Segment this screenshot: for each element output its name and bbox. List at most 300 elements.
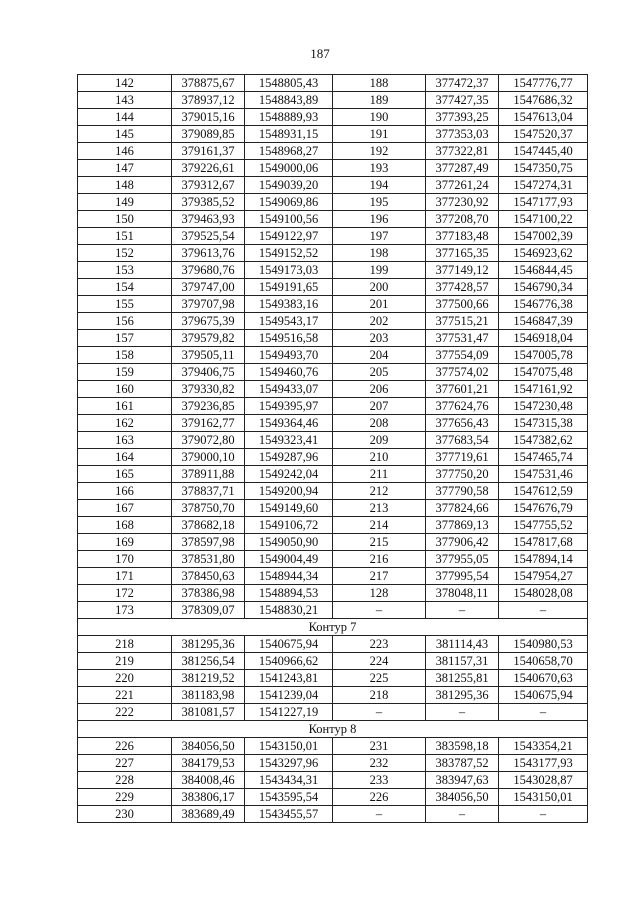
table-cell: 216: [333, 551, 426, 568]
table-cell: 377574,02: [426, 364, 499, 381]
table-cell: 226: [333, 789, 426, 806]
table-row: [78, 517, 588, 534]
table-cell: 377515,21: [426, 313, 499, 330]
table-cell: 379089,85: [172, 126, 245, 143]
table-cell: 381295,36: [426, 687, 499, 704]
table-cell: 383689,49: [172, 806, 245, 823]
table-cell: 153: [78, 262, 172, 279]
table-cell: 1549516,58: [245, 330, 333, 347]
table-cell: 377500,66: [426, 296, 499, 313]
table-cell: 171: [78, 568, 172, 585]
table-cell: 383787,52: [426, 755, 499, 772]
table-cell: 188: [333, 75, 426, 92]
table-row: [78, 687, 588, 704]
table-cell: 1549323,41: [245, 432, 333, 449]
table-cell: 1543354,21: [499, 738, 588, 755]
table-cell: 204: [333, 347, 426, 364]
table-cell: 379579,82: [172, 330, 245, 347]
table-cell: 163: [78, 432, 172, 449]
table-cell: 1549383,16: [245, 296, 333, 313]
table-cell: 378597,98: [172, 534, 245, 551]
table-cell: 383598,18: [426, 738, 499, 755]
table-cell: 191: [333, 126, 426, 143]
table-cell: 378531,80: [172, 551, 245, 568]
table-cell: 379072,80: [172, 432, 245, 449]
table-cell: –: [499, 704, 588, 721]
table-cell: 381256,54: [172, 653, 245, 670]
table-cell: 1543297,96: [245, 755, 333, 772]
table-cell: 1549191,65: [245, 279, 333, 296]
table-cell: 379161,37: [172, 143, 245, 160]
table-cell: 1549200,94: [245, 483, 333, 500]
table-cell: 1541227,19: [245, 704, 333, 721]
table-cell: 160: [78, 381, 172, 398]
table-cell: 203: [333, 330, 426, 347]
table-cell: 233: [333, 772, 426, 789]
table-cell: 377683,54: [426, 432, 499, 449]
table-cell: 1547315,38: [499, 415, 588, 432]
table-cell: 1547100,22: [499, 211, 588, 228]
table-cell: 381081,57: [172, 704, 245, 721]
table-row: [78, 415, 588, 432]
table-cell: 377624,76: [426, 398, 499, 415]
table-row: [78, 279, 588, 296]
table-row: [78, 772, 588, 789]
table-cell: 1546847,39: [499, 313, 588, 330]
table-cell: 1547531,46: [499, 466, 588, 483]
table-cell: 1547005,78: [499, 347, 588, 364]
table-cell: 152: [78, 245, 172, 262]
table-cell: 164: [78, 449, 172, 466]
table-row: [78, 364, 588, 381]
table-cell: 378911,88: [172, 466, 245, 483]
table-cell: 1549050,90: [245, 534, 333, 551]
table-cell: 378450,63: [172, 568, 245, 585]
table-cell: 1548968,27: [245, 143, 333, 160]
table-row: [78, 143, 588, 160]
table-cell: 377427,35: [426, 92, 499, 109]
table-cell: 1547520,37: [499, 126, 588, 143]
table-cell: 1548028,08: [499, 585, 588, 602]
table-row: [78, 313, 588, 330]
coordinates-table-body: [78, 75, 588, 823]
table-cell: 217: [333, 568, 426, 585]
table-cell: 155: [78, 296, 172, 313]
table-cell: 379226,61: [172, 160, 245, 177]
table-cell: 151: [78, 228, 172, 245]
section-title: Контур 8: [78, 721, 588, 738]
table-cell: 377428,57: [426, 279, 499, 296]
table-cell: 230: [78, 806, 172, 823]
table-cell: 379000,10: [172, 449, 245, 466]
section-header-row: [78, 721, 588, 738]
table-cell: 383947,63: [426, 772, 499, 789]
table-cell: 1549364,46: [245, 415, 333, 432]
table-cell: 212: [333, 483, 426, 500]
table-cell: 379312,67: [172, 177, 245, 194]
table-cell: –: [499, 602, 588, 619]
table-cell: 381183,98: [172, 687, 245, 704]
table-cell: 1549460,76: [245, 364, 333, 381]
coordinates-table: [77, 74, 588, 823]
table-row: [78, 330, 588, 347]
table-cell: 1549039,20: [245, 177, 333, 194]
table-cell: 1549122,97: [245, 228, 333, 245]
table-cell: 1548944,34: [245, 568, 333, 585]
table-cell: 379505,11: [172, 347, 245, 364]
table-cell: 377719,61: [426, 449, 499, 466]
table-cell: 377656,43: [426, 415, 499, 432]
table-cell: –: [426, 602, 499, 619]
table-cell: 384056,50: [172, 738, 245, 755]
table-cell: 1543595,54: [245, 789, 333, 806]
table-cell: 1547161,92: [499, 381, 588, 398]
table-cell: 169: [78, 534, 172, 551]
table-cell: 1549395,97: [245, 398, 333, 415]
table-cell: 1548931,15: [245, 126, 333, 143]
table-cell: 1549152,52: [245, 245, 333, 262]
table-row: [78, 245, 588, 262]
table-cell: 168: [78, 517, 172, 534]
table-cell: 146: [78, 143, 172, 160]
table-cell: 1549100,56: [245, 211, 333, 228]
table-cell: 165: [78, 466, 172, 483]
table-row: [78, 262, 588, 279]
table-cell: 1540670,63: [499, 670, 588, 687]
table-cell: 377955,05: [426, 551, 499, 568]
table-cell: 379015,16: [172, 109, 245, 126]
table-cell: 206: [333, 381, 426, 398]
table-row: [78, 653, 588, 670]
table-cell: 214: [333, 517, 426, 534]
table-cell: 378875,67: [172, 75, 245, 92]
table-cell: 1541243,81: [245, 670, 333, 687]
table-cell: 1548843,89: [245, 92, 333, 109]
table-cell: 223: [333, 636, 426, 653]
page-number: 187: [310, 46, 330, 61]
table-cell: 207: [333, 398, 426, 415]
table-cell: 159: [78, 364, 172, 381]
table-cell: 195: [333, 194, 426, 211]
table-row: [78, 670, 588, 687]
table-row: [78, 534, 588, 551]
table-cell: 1548889,93: [245, 109, 333, 126]
table-cell: 381295,36: [172, 636, 245, 653]
table-cell: 220: [78, 670, 172, 687]
table-cell: 232: [333, 755, 426, 772]
table-row: [78, 500, 588, 517]
table-cell: 1549493,70: [245, 347, 333, 364]
table-cell: 1547177,93: [499, 194, 588, 211]
table-cell: 377261,24: [426, 177, 499, 194]
table-cell: 226: [78, 738, 172, 755]
table-cell: 205: [333, 364, 426, 381]
table-cell: 377995,54: [426, 568, 499, 585]
table-cell: 156: [78, 313, 172, 330]
table-cell: 384056,50: [426, 789, 499, 806]
table-cell: 378937,12: [172, 92, 245, 109]
table-cell: 384008,46: [172, 772, 245, 789]
table-cell: 219: [78, 653, 172, 670]
table-cell: 381219,52: [172, 670, 245, 687]
table-row: [78, 347, 588, 364]
table-cell: 1543434,31: [245, 772, 333, 789]
table-cell: 1540966,62: [245, 653, 333, 670]
table-cell: 378682,18: [172, 517, 245, 534]
table-cell: 1547686,32: [499, 92, 588, 109]
table-row: [78, 194, 588, 211]
table-cell: 221: [78, 687, 172, 704]
table-cell: 229: [78, 789, 172, 806]
table-cell: 1548805,43: [245, 75, 333, 92]
table-row: [78, 755, 588, 772]
table-cell: 1549173,03: [245, 262, 333, 279]
table-cell: 1546923,62: [499, 245, 588, 262]
table-cell: 377353,03: [426, 126, 499, 143]
table-cell: 143: [78, 92, 172, 109]
table-cell: 200: [333, 279, 426, 296]
table-cell: 379330,82: [172, 381, 245, 398]
table-cell: 379525,54: [172, 228, 245, 245]
table-cell: 377906,42: [426, 534, 499, 551]
table-cell: 377531,47: [426, 330, 499, 347]
table-row: [78, 806, 588, 823]
table-cell: 158: [78, 347, 172, 364]
table-cell: 1549004,49: [245, 551, 333, 568]
table-row: [78, 92, 588, 109]
table-cell: 142: [78, 75, 172, 92]
table-cell: 199: [333, 262, 426, 279]
table-cell: 377393,25: [426, 109, 499, 126]
table-cell: 218: [333, 687, 426, 704]
table-cell: 1540658,70: [499, 653, 588, 670]
table-cell: 377287,49: [426, 160, 499, 177]
table-cell: 377322,81: [426, 143, 499, 160]
table-row: [78, 75, 588, 92]
table-cell: 379236,85: [172, 398, 245, 415]
table-cell: 1548830,21: [245, 602, 333, 619]
table-row: [78, 449, 588, 466]
table-cell: 145: [78, 126, 172, 143]
table-row: [78, 568, 588, 585]
table-cell: 383806,17: [172, 789, 245, 806]
table-cell: 1549287,96: [245, 449, 333, 466]
table-cell: 377750,20: [426, 466, 499, 483]
table-cell: 1540980,53: [499, 636, 588, 653]
table-cell: 1547755,52: [499, 517, 588, 534]
table-row: [78, 483, 588, 500]
table-cell: 1541239,04: [245, 687, 333, 704]
table-cell: 201: [333, 296, 426, 313]
table-cell: 1547613,04: [499, 109, 588, 126]
table-cell: 192: [333, 143, 426, 160]
table-cell: 1547954,27: [499, 568, 588, 585]
table-row: [78, 432, 588, 449]
table-cell: 149: [78, 194, 172, 211]
table-cell: 377165,35: [426, 245, 499, 262]
table-cell: 377869,13: [426, 517, 499, 534]
table-cell: 147: [78, 160, 172, 177]
table-cell: 150: [78, 211, 172, 228]
section-header-row: [78, 619, 588, 636]
table-cell: 148: [78, 177, 172, 194]
table-row: [78, 636, 588, 653]
table-cell: 1547817,68: [499, 534, 588, 551]
table-row: [78, 126, 588, 143]
table-cell: 218: [78, 636, 172, 653]
table-cell: 215: [333, 534, 426, 551]
table-cell: 222: [78, 704, 172, 721]
table-cell: 1543150,01: [245, 738, 333, 755]
table-cell: 1547465,74: [499, 449, 588, 466]
table-cell: 210: [333, 449, 426, 466]
table-cell: 213: [333, 500, 426, 517]
section-title: Контур 7: [78, 619, 588, 636]
table-cell: 189: [333, 92, 426, 109]
table-cell: 377554,09: [426, 347, 499, 364]
table-cell: 193: [333, 160, 426, 177]
table-row: [78, 704, 588, 721]
table-cell: 198: [333, 245, 426, 262]
table-cell: 1540675,94: [499, 687, 588, 704]
table-cell: 172: [78, 585, 172, 602]
table-cell: 197: [333, 228, 426, 245]
table-cell: 1549149,60: [245, 500, 333, 517]
table-cell: 1543028,87: [499, 772, 588, 789]
table-cell: 1547274,31: [499, 177, 588, 194]
table-cell: 379463,93: [172, 211, 245, 228]
table-row: [78, 109, 588, 126]
table-cell: 231: [333, 738, 426, 755]
table-cell: 161: [78, 398, 172, 415]
table-cell: 1547445,40: [499, 143, 588, 160]
table-cell: 1547612,59: [499, 483, 588, 500]
table-cell: 377790,58: [426, 483, 499, 500]
table-cell: 377208,70: [426, 211, 499, 228]
table-cell: 167: [78, 500, 172, 517]
table-cell: 377230,92: [426, 194, 499, 211]
table-cell: 377601,21: [426, 381, 499, 398]
table-cell: 379385,52: [172, 194, 245, 211]
table-cell: 381157,31: [426, 653, 499, 670]
table-cell: 378750,70: [172, 500, 245, 517]
table-cell: 209: [333, 432, 426, 449]
table-cell: 224: [333, 653, 426, 670]
table-cell: 196: [333, 211, 426, 228]
table-cell: 1549543,17: [245, 313, 333, 330]
table-cell: 1549106,72: [245, 517, 333, 534]
table-cell: 1546790,34: [499, 279, 588, 296]
table-cell: 1543455,57: [245, 806, 333, 823]
table-cell: 1547075,48: [499, 364, 588, 381]
table-cell: 1547230,48: [499, 398, 588, 415]
table-cell: 381114,43: [426, 636, 499, 653]
table-cell: 1549000,06: [245, 160, 333, 177]
table-cell: 1549433,07: [245, 381, 333, 398]
table-cell: –: [499, 806, 588, 823]
table-cell: 1549069,86: [245, 194, 333, 211]
table-cell: 378386,98: [172, 585, 245, 602]
table-cell: 211: [333, 466, 426, 483]
table-cell: 377472,37: [426, 75, 499, 92]
table-cell: 379675,39: [172, 313, 245, 330]
table-cell: 379162,77: [172, 415, 245, 432]
table-cell: 381255,81: [426, 670, 499, 687]
table-cell: 144: [78, 109, 172, 126]
table-row: [78, 551, 588, 568]
table-cell: 1549242,04: [245, 466, 333, 483]
table-cell: –: [426, 704, 499, 721]
table-cell: 170: [78, 551, 172, 568]
table-cell: 1543177,93: [499, 755, 588, 772]
table-row: [78, 602, 588, 619]
table-cell: 190: [333, 109, 426, 126]
table-cell: –: [333, 704, 426, 721]
table-cell: 1546844,45: [499, 262, 588, 279]
table-row: [78, 585, 588, 602]
table-row: [78, 381, 588, 398]
table-cell: 377149,12: [426, 262, 499, 279]
table-cell: –: [333, 602, 426, 619]
table-cell: 166: [78, 483, 172, 500]
table-cell: –: [426, 806, 499, 823]
table-cell: 208: [333, 415, 426, 432]
table-cell: 1547002,39: [499, 228, 588, 245]
table-row: [78, 228, 588, 245]
table-cell: 379406,75: [172, 364, 245, 381]
table-cell: 379707,98: [172, 296, 245, 313]
table-cell: –: [333, 806, 426, 823]
table-cell: 377183,48: [426, 228, 499, 245]
table-cell: 154: [78, 279, 172, 296]
table-cell: 378837,71: [172, 483, 245, 500]
table-cell: 379613,76: [172, 245, 245, 262]
table-cell: 1547894,14: [499, 551, 588, 568]
table-row: [78, 160, 588, 177]
table-cell: 1547350,75: [499, 160, 588, 177]
table-cell: 157: [78, 330, 172, 347]
table-cell: 1547676,79: [499, 500, 588, 517]
table-row: [78, 211, 588, 228]
table-cell: 379747,00: [172, 279, 245, 296]
table-cell: 228: [78, 772, 172, 789]
table-cell: 1546776,38: [499, 296, 588, 313]
table-cell: 162: [78, 415, 172, 432]
table-row: [78, 466, 588, 483]
table-cell: 378309,07: [172, 602, 245, 619]
table-cell: 1548894,53: [245, 585, 333, 602]
table-cell: 1546918,04: [499, 330, 588, 347]
table-row: [78, 296, 588, 313]
table-row: [78, 177, 588, 194]
table-cell: 377824,66: [426, 500, 499, 517]
table-row: [78, 738, 588, 755]
table-row: [78, 789, 588, 806]
table-cell: 1540675,94: [245, 636, 333, 653]
table-cell: 384179,53: [172, 755, 245, 772]
table-cell: 379680,76: [172, 262, 245, 279]
table-cell: 202: [333, 313, 426, 330]
table-cell: 1543150,01: [499, 789, 588, 806]
table-cell: 1547776,77: [499, 75, 588, 92]
table-cell: 227: [78, 755, 172, 772]
table-cell: 378048,11: [426, 585, 499, 602]
table-cell: 173: [78, 602, 172, 619]
table-cell: 225: [333, 670, 426, 687]
table-row: [78, 398, 588, 415]
table-cell: 1547382,62: [499, 432, 588, 449]
table-cell: 194: [333, 177, 426, 194]
